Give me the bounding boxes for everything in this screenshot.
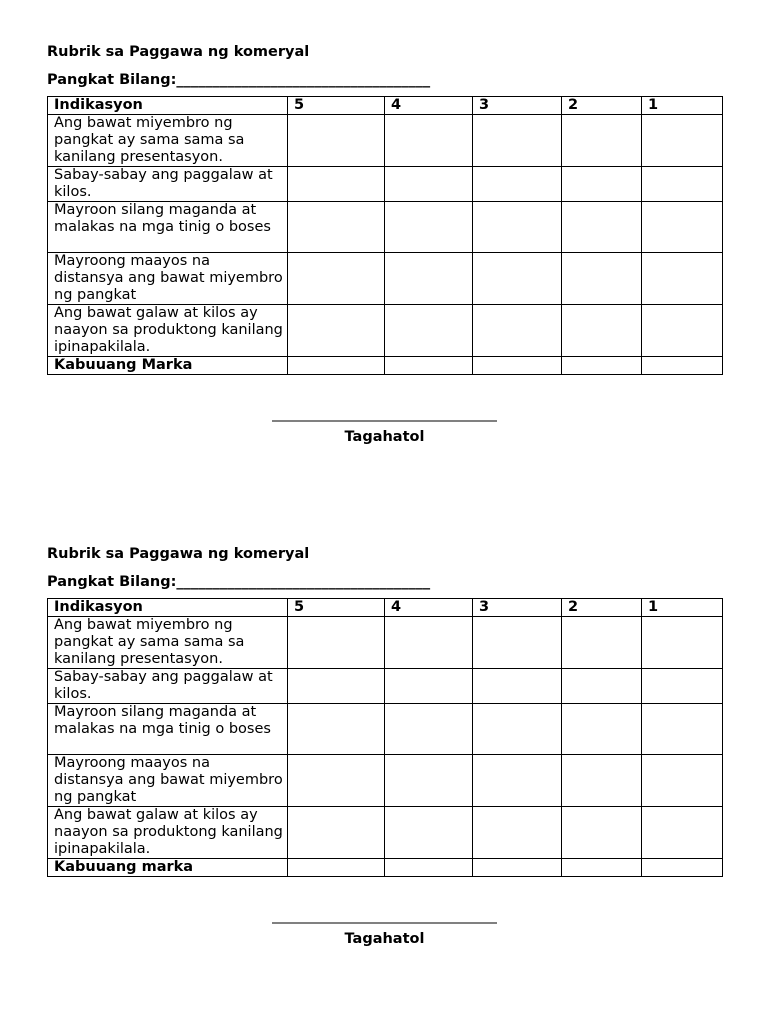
score-cell-5[interactable] [288, 253, 385, 305]
total-label: Kabuuang marka [48, 859, 288, 877]
header-score-2: 2 [562, 97, 642, 115]
score-cell-5[interactable] [288, 167, 385, 202]
score-cell-2[interactable] [562, 115, 642, 167]
score-cell-4[interactable] [385, 202, 473, 253]
total-cell-5[interactable] [288, 859, 385, 877]
score-cell-2[interactable] [562, 617, 642, 669]
score-cell-2[interactable] [562, 305, 642, 357]
score-cell-5[interactable] [288, 202, 385, 253]
criterion-label: Sabay-sabay ang paggalaw at kilos. [48, 167, 288, 202]
header-score-3: 3 [473, 599, 562, 617]
score-cell-3[interactable] [473, 115, 562, 167]
score-cell-4[interactable] [385, 669, 473, 704]
total-row [48, 357, 723, 375]
score-cell-2[interactable] [562, 669, 642, 704]
header-indikasyon: Indikasyon [48, 97, 288, 115]
table-row [48, 305, 723, 357]
score-cell-4[interactable] [385, 755, 473, 807]
table-row [48, 202, 723, 253]
table-header-row [48, 599, 723, 617]
header-score-5: 5 [288, 97, 385, 115]
signature-block [47, 907, 722, 948]
score-cell-4[interactable] [385, 305, 473, 357]
rubric-form-2 [47, 545, 722, 947]
rubric-table [47, 96, 723, 375]
score-cell-1[interactable] [642, 305, 723, 357]
signature-line: _______________________________ [272, 908, 497, 924]
criterion-label: Mayroon silang maganda at malakas na mga tinig o boses [48, 704, 288, 755]
table-row [48, 704, 723, 755]
signature-line: _______________________________ [272, 406, 497, 422]
score-cell-4[interactable] [385, 167, 473, 202]
total-cell-1[interactable] [642, 859, 723, 877]
score-cell-1[interactable] [642, 617, 723, 669]
criterion-label: Mayroon silang maganda at malakas na mga tinig o boses [48, 202, 288, 253]
total-cell-3[interactable] [473, 357, 562, 375]
signature-label: Tagahatol [344, 931, 425, 947]
header-score-1: 1 [642, 97, 723, 115]
score-cell-2[interactable] [562, 704, 642, 755]
total-label: Kabuuang Marka [48, 357, 288, 375]
score-cell-1[interactable] [642, 669, 723, 704]
score-cell-4[interactable] [385, 253, 473, 305]
score-cell-2[interactable] [562, 202, 642, 253]
score-cell-1[interactable] [642, 755, 723, 807]
table-row [48, 755, 723, 807]
form-title: Rubrik sa Paggawa ng komeryal [47, 44, 310, 60]
criterion-label: Ang bawat galaw at kilos ay naayon sa produktong kanilang ipinapakilala. [48, 305, 288, 357]
total-row [48, 859, 723, 877]
score-cell-3[interactable] [473, 755, 562, 807]
total-cell-4[interactable] [385, 357, 473, 375]
header-score-3: 3 [473, 97, 562, 115]
score-cell-4[interactable] [385, 115, 473, 167]
table-row [48, 167, 723, 202]
score-cell-5[interactable] [288, 669, 385, 704]
table-row [48, 807, 723, 859]
total-cell-5[interactable] [288, 357, 385, 375]
score-cell-2[interactable] [562, 253, 642, 305]
criterion-label: Mayroong maayos na distansya ang bawat miyembro ng pangkat [48, 253, 288, 305]
score-cell-3[interactable] [473, 617, 562, 669]
header-score-2: 2 [562, 599, 642, 617]
score-cell-1[interactable] [642, 115, 723, 167]
score-cell-4[interactable] [385, 617, 473, 669]
rubric-form-1 [47, 43, 722, 445]
total-cell-2[interactable] [562, 859, 642, 877]
table-row [48, 115, 723, 167]
table-row [48, 253, 723, 305]
signature-block [47, 405, 722, 446]
criterion-label: Ang bawat miyembro ng pangkat ay sama sama sa kanilang presentasyon. [48, 617, 288, 669]
score-cell-1[interactable] [642, 807, 723, 859]
total-cell-1[interactable] [642, 357, 723, 375]
group-number-field: Pangkat Bilang:___________________________________ [47, 574, 431, 590]
criterion-label: Ang bawat galaw at kilos ay naayon sa produktong kanilang ipinapakilala. [48, 807, 288, 859]
criterion-label: Sabay-sabay ang paggalaw at kilos. [48, 669, 288, 704]
criterion-label: Ang bawat miyembro ng pangkat ay sama sama sa kanilang presentasyon. [48, 115, 288, 167]
score-cell-3[interactable] [473, 253, 562, 305]
score-cell-4[interactable] [385, 807, 473, 859]
score-cell-5[interactable] [288, 617, 385, 669]
score-cell-1[interactable] [642, 704, 723, 755]
score-cell-5[interactable] [288, 807, 385, 859]
header-score-4: 4 [385, 599, 473, 617]
score-cell-3[interactable] [473, 807, 562, 859]
header-score-5: 5 [288, 599, 385, 617]
total-cell-3[interactable] [473, 859, 562, 877]
total-cell-2[interactable] [562, 357, 642, 375]
table-header-row [48, 97, 723, 115]
score-cell-2[interactable] [562, 167, 642, 202]
score-cell-1[interactable] [642, 253, 723, 305]
score-cell-4[interactable] [385, 704, 473, 755]
signature-label: Tagahatol [344, 429, 425, 445]
criterion-label: Mayroong maayos na distansya ang bawat miyembro ng pangkat [48, 755, 288, 807]
score-cell-2[interactable] [562, 755, 642, 807]
header-score-4: 4 [385, 97, 473, 115]
score-cell-1[interactable] [642, 167, 723, 202]
header-indikasyon: Indikasyon [48, 599, 288, 617]
score-cell-5[interactable] [288, 115, 385, 167]
score-cell-1[interactable] [642, 202, 723, 253]
score-cell-3[interactable] [473, 669, 562, 704]
score-cell-5[interactable] [288, 755, 385, 807]
group-number-field: Pangkat Bilang:___________________________________ [47, 72, 431, 88]
score-cell-3[interactable] [473, 305, 562, 357]
score-cell-2[interactable] [562, 807, 642, 859]
score-cell-5[interactable] [288, 305, 385, 357]
header-score-1: 1 [642, 599, 723, 617]
score-cell-3[interactable] [473, 704, 562, 755]
rubric-table [47, 598, 723, 877]
table-row [48, 617, 723, 669]
score-cell-3[interactable] [473, 202, 562, 253]
score-cell-5[interactable] [288, 704, 385, 755]
total-cell-4[interactable] [385, 859, 473, 877]
score-cell-3[interactable] [473, 167, 562, 202]
table-row [48, 669, 723, 704]
form-title: Rubrik sa Paggawa ng komeryal [47, 546, 310, 562]
